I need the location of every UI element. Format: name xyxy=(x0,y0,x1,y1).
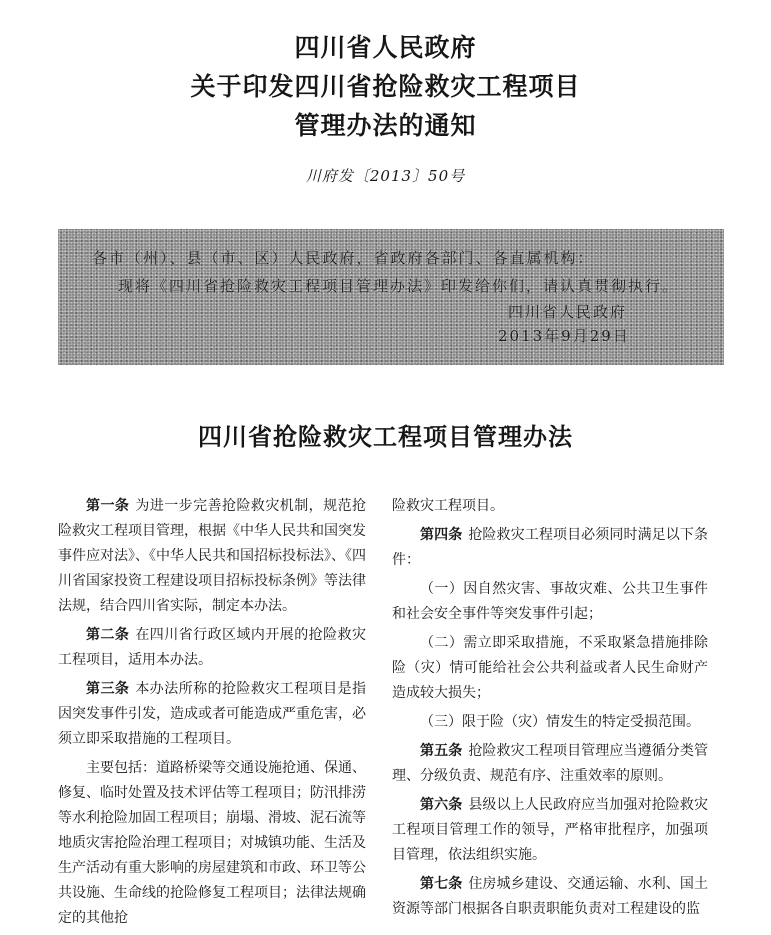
notice-date: 2013年9月29日 xyxy=(498,327,630,345)
article-text: 县级以上人民政府应当加强对抢险救灾工程项目管理工作的领导，严格审批程序，加强项目管理，依法组织实施。 xyxy=(392,797,709,863)
notice-title-line-2: 关于印发四川省抢险救灾工程项目 xyxy=(190,72,581,101)
article-text: 为进一步完善抢险救灾机制，规范抢险救灾工程项目管理，根据《中华人民共和国突发事件应对法》、《中华人民共和国招标投标法》、《四川省国家投资工程建设项目招标投标条例》等法律法规，结合四川省实际，制定本办法。 xyxy=(58,498,367,614)
article-text: 在四川省行政区域内开展的抢险救灾工程项目，适用本办法。 xyxy=(58,627,367,668)
article-paragraph xyxy=(392,710,708,735)
article-paragraph xyxy=(392,631,708,706)
article-text: （一）因自然灾害、事故灾难、公共卫生事件和社会安全事件等突发事件引起； xyxy=(392,581,708,622)
notice-title-line-3: 管理办法的通知 xyxy=(294,111,477,140)
article-number: 第四条 xyxy=(420,527,463,543)
article-paragraph xyxy=(58,677,366,752)
document-number: 川府发〔2013〕50号 xyxy=(305,167,466,185)
notice-addressee: 各市（州）、县（市、区）人民政府，省政府各部门、各直属机构： xyxy=(92,249,595,267)
article-paragraph xyxy=(392,793,708,868)
article-number: 第二条 xyxy=(86,627,130,643)
article-number: 第七条 xyxy=(420,876,463,892)
article-text: （二）需立即采取措施，不采取紧急措施排除险（灾）情可能给社会公共利益或者人民生命财产造成较大损失； xyxy=(392,635,708,701)
notice-title-line-1: 四川省人民政府 xyxy=(294,33,477,62)
regulation-title: 四川省抢险救灾工程项目管理办法 xyxy=(198,423,573,451)
article-paragraph xyxy=(58,756,366,931)
notice-body-box xyxy=(58,229,724,365)
article-paragraph xyxy=(392,872,708,922)
article-number: 第六条 xyxy=(420,797,463,813)
notice-body-text: 现将《四川省抢险救灾工程项目管理办法》印发给你们，请认真贯彻执行。 xyxy=(118,277,680,295)
article-paragraph xyxy=(392,523,708,573)
article-paragraph xyxy=(58,494,366,619)
article-paragraph xyxy=(392,494,708,519)
article-text: 住房城乡建设、交通运输、水利、国土资源等部门根据各自职责职能负责对工程建设的监 xyxy=(392,876,709,917)
article-number: 第三条 xyxy=(86,681,130,697)
article-text: 险救灾工程项目。 xyxy=(392,498,504,514)
article-paragraph xyxy=(392,577,708,627)
right-text-column xyxy=(392,494,708,926)
notice-signature: 四川省人民政府 xyxy=(508,303,628,321)
article-text: 主要包括：道路桥梁等交通设施抢通、保通、修复、临时处置及技术评估等工程项目；防汛排涝等水利抢险加固工程项目；崩塌、滑坡、泥石流等地质灾害抢险治理工程项目；对城镇功能、生活及生产活动有重大影响的房屋建筑和市政、环卫等公共设施、生命线的抢险修复工程项目；法律法规确定的其他抢 xyxy=(58,760,366,926)
article-text: （三）限于险（灾）情发生的特定受损范围。 xyxy=(420,714,700,730)
left-text-column xyxy=(58,494,366,935)
article-paragraph xyxy=(58,623,366,673)
article-number: 第五条 xyxy=(420,743,463,759)
article-paragraph xyxy=(392,739,708,789)
article-text: 抢险救灾工程项目必须同时满足以下条件： xyxy=(392,527,709,568)
article-text: 抢险救灾工程项目管理应当遵循分类管理、分级负责、规范有序、注重效率的原则。 xyxy=(392,743,709,784)
article-text: 本办法所称的抢险救灾工程项目是指因突发事件引发，造成或者可能造成严重危害，必须立即采取措施的工程项目。 xyxy=(58,681,367,747)
article-number: 第一条 xyxy=(86,498,130,514)
